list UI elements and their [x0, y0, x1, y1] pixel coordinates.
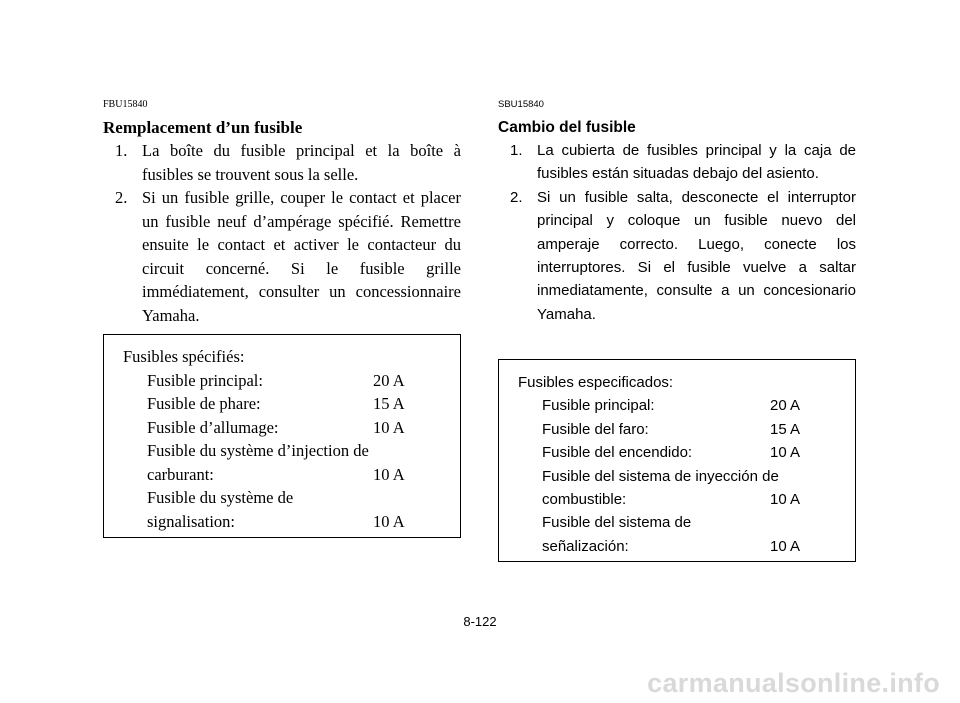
spec-row: [518, 511, 855, 534]
spec-row: [123, 369, 460, 393]
step-item: [103, 186, 461, 327]
spec-row: [123, 486, 460, 510]
spec-label: Fusible du système de: [147, 488, 294, 507]
steps-list: [498, 139, 856, 326]
step-item: [103, 139, 461, 186]
spec-row: [123, 439, 460, 463]
step-text: Si un fusible salta, desconecte el interruptor principal y coloque un fusible nuevo del amperaje correcto. Luego, conecte los interruptores. Si el fusible vuelve a saltar inmediatamente, consulte a un concesionario Yamaha.: [537, 188, 856, 323]
step-text: La cubierta de fusibles principal y la caja de fusibles están situadas debajo del asiento.: [537, 142, 856, 183]
spec-label: señalización:: [542, 537, 629, 555]
section-code: FBU15840: [103, 99, 148, 110]
step-item: [498, 139, 856, 186]
step-number: 1.: [115, 141, 128, 160]
spec-value: 15 A: [373, 394, 405, 413]
spec-label: Fusible del encendido:: [542, 444, 693, 462]
spec-label: Fusible del sistema de: [542, 514, 692, 532]
fuse-spec-box-french: [103, 334, 461, 538]
spec-row: [123, 416, 460, 440]
spec-value: 10 A: [373, 464, 405, 484]
spec-row: [123, 510, 460, 534]
spec-value: 10 A: [373, 511, 405, 531]
spec-heading: Fusibles spécifiés:: [123, 347, 245, 366]
spec-value: 10 A: [373, 417, 405, 437]
spec-label: Fusible principal:: [542, 397, 655, 415]
spec-label: Fusible du système d’injection de: [147, 441, 369, 460]
spec-row: [518, 418, 855, 441]
spec-value: 15 A: [770, 420, 801, 438]
spec-row: [123, 392, 460, 416]
section-title: Remplacement d’un fusible: [103, 118, 303, 137]
spec-value: 10 A: [770, 490, 801, 508]
spec-label: carburant:: [147, 464, 214, 484]
section-code: SBU15840: [498, 99, 544, 110]
step-text: La boîte du fusible principal et la boîte à fusibles se trouvent sous la selle.: [142, 141, 461, 184]
spec-label: Fusible principal:: [147, 370, 263, 390]
spec-label: Fusible del sistema de inyección de: [542, 467, 779, 485]
step-item: [498, 186, 856, 326]
spec-row: [518, 441, 855, 464]
steps-list: [103, 139, 461, 327]
section-title: Cambio del fusible: [498, 119, 636, 136]
spec-label: Fusible del faro:: [542, 420, 649, 438]
watermark: carmanualsonline.info: [647, 668, 940, 698]
spec-label: combustible:: [542, 490, 627, 508]
spec-row: [518, 394, 855, 417]
page-number: 8-122: [463, 614, 497, 629]
spec-value: 20 A: [770, 397, 801, 415]
step-text: Si un fusible grille, couper le contact et placer un fusible neuf d’ampérage spécifié. Remettre ensuite le contact et activer le contacteur du circuit concerné. Si le fusible grille immédiatement, consulter un concessionnaire Yamaha.: [142, 188, 461, 325]
step-number: 1.: [510, 142, 523, 159]
spec-row: [518, 488, 855, 511]
spec-value: 10 A: [770, 444, 801, 462]
spec-row: [518, 465, 855, 488]
step-number: 2.: [115, 188, 128, 207]
spec-value: 20 A: [373, 370, 405, 390]
step-number: 2.: [510, 188, 523, 206]
french-column: [103, 98, 461, 327]
fuse-spec-box-spanish: [498, 359, 856, 562]
spec-label: Fusible d’allumage:: [147, 417, 279, 437]
spec-label: signalisation:: [147, 511, 235, 531]
spec-heading: Fusibles especificados:: [518, 374, 674, 391]
spec-label: Fusible de phare:: [147, 394, 261, 413]
spec-value: 10 A: [770, 537, 801, 555]
spec-row: [123, 463, 460, 487]
spec-row: [518, 535, 855, 558]
spanish-column: [498, 98, 856, 326]
